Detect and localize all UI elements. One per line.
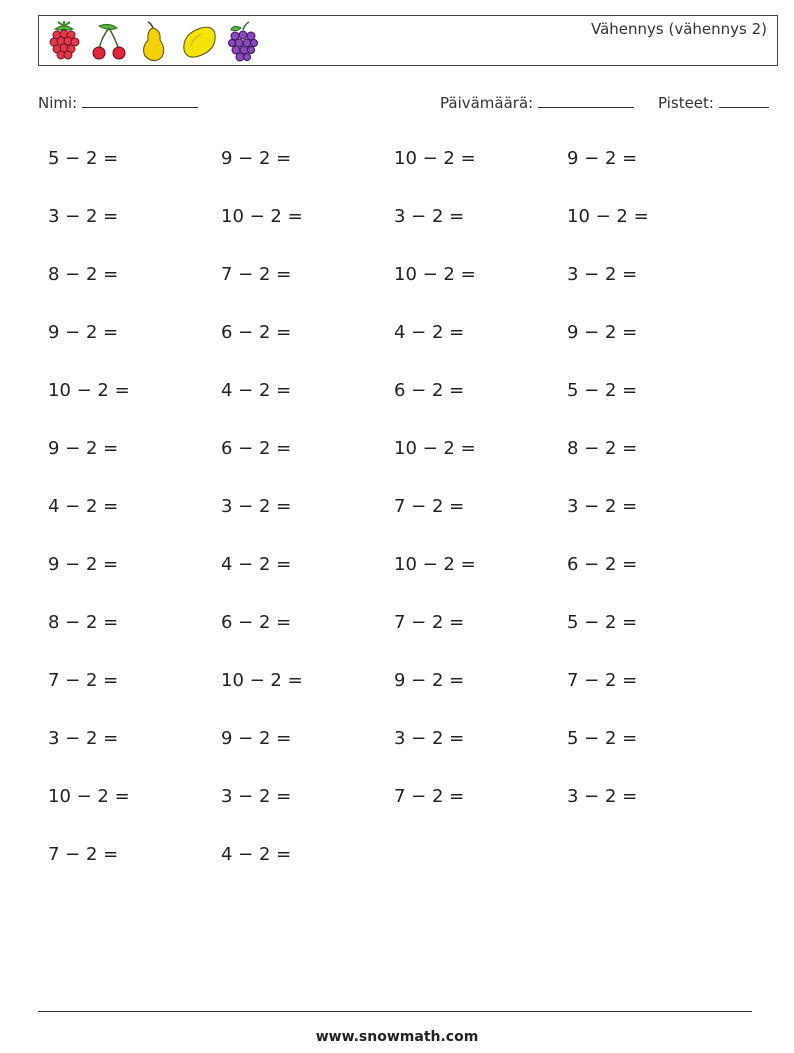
- raspberry-icon: [44, 20, 84, 64]
- problem-item: 10 − 2 =: [48, 786, 130, 807]
- problem-item: 3 − 2 =: [567, 496, 638, 517]
- problem-item: 6 − 2 =: [221, 438, 292, 459]
- problem-item: 10 − 2 =: [221, 670, 303, 691]
- problem-item: 3 − 2 =: [394, 728, 465, 749]
- problem-item: 7 − 2 =: [48, 670, 119, 691]
- problem-item: 10 − 2 =: [567, 206, 649, 227]
- date-field: [440, 93, 634, 112]
- problem-item: 7 − 2 =: [221, 264, 292, 285]
- problem-item: 4 − 2 =: [221, 380, 292, 401]
- problem-item: 7 − 2 =: [394, 612, 465, 633]
- name-label: Nimi:: [38, 94, 78, 112]
- problem-item: 10 − 2 =: [394, 554, 476, 575]
- problem-item: 4 − 2 =: [221, 844, 292, 865]
- problem-item: 7 − 2 =: [394, 786, 465, 807]
- name-field: [38, 93, 198, 112]
- problem-item: 3 − 2 =: [394, 206, 465, 227]
- problem-item: 10 − 2 =: [394, 264, 476, 285]
- problem-item: 5 − 2 =: [567, 612, 638, 633]
- worksheet-header: [38, 15, 778, 66]
- problem-item: 8 − 2 =: [48, 264, 119, 285]
- problem-item: 9 − 2 =: [48, 554, 119, 575]
- problem-item: 6 − 2 =: [221, 612, 292, 633]
- score-field: [658, 93, 769, 112]
- problem-item: 6 − 2 =: [221, 322, 292, 343]
- problem-item: 7 − 2 =: [394, 496, 465, 517]
- problem-item: 9 − 2 =: [567, 322, 638, 343]
- problem-item: 7 − 2 =: [567, 670, 638, 691]
- problem-item: 10 − 2 =: [394, 438, 476, 459]
- problem-item: 4 − 2 =: [394, 322, 465, 343]
- problem-item: 4 − 2 =: [221, 554, 292, 575]
- problem-item: 9 − 2 =: [567, 148, 638, 169]
- footer-url: www.snowmath.com: [315, 1029, 479, 1045]
- problem-item: 10 − 2 =: [48, 380, 130, 401]
- grapes-icon: [223, 20, 263, 64]
- footer-divider: [38, 1011, 752, 1012]
- lemon-icon: [179, 20, 219, 64]
- problem-item: 9 − 2 =: [48, 322, 119, 343]
- problem-item: 5 − 2 =: [567, 380, 638, 401]
- problem-item: 9 − 2 =: [394, 670, 465, 691]
- problem-item: 3 − 2 =: [567, 786, 638, 807]
- date-blank[interactable]: [538, 93, 634, 108]
- date-label: Päivämäärä:: [440, 94, 534, 112]
- problem-item: 3 − 2 =: [221, 786, 292, 807]
- problem-item: 5 − 2 =: [48, 148, 119, 169]
- problem-item: 6 − 2 =: [567, 554, 638, 575]
- problem-item: 10 − 2 =: [221, 206, 303, 227]
- score-label: Pisteet:: [658, 94, 714, 112]
- problem-item: 7 − 2 =: [48, 844, 119, 865]
- problem-item: 9 − 2 =: [48, 438, 119, 459]
- problem-item: 3 − 2 =: [48, 206, 119, 227]
- worksheet-title: Vähennys (vähennys 2): [590, 20, 767, 38]
- problem-item: 8 − 2 =: [567, 438, 638, 459]
- problem-item: 3 − 2 =: [48, 728, 119, 749]
- problem-item: 3 − 2 =: [221, 496, 292, 517]
- problem-item: 9 − 2 =: [221, 148, 292, 169]
- problem-item: 8 − 2 =: [48, 612, 119, 633]
- problem-item: 5 − 2 =: [567, 728, 638, 749]
- cherries-icon: [89, 20, 129, 64]
- name-blank[interactable]: [82, 93, 198, 108]
- problem-item: 6 − 2 =: [394, 380, 465, 401]
- problem-item: 3 − 2 =: [567, 264, 638, 285]
- score-blank[interactable]: [719, 93, 769, 108]
- problem-item: 9 − 2 =: [221, 728, 292, 749]
- pear-icon: [135, 20, 175, 64]
- problem-item: 4 − 2 =: [48, 496, 119, 517]
- problem-item: 10 − 2 =: [394, 148, 476, 169]
